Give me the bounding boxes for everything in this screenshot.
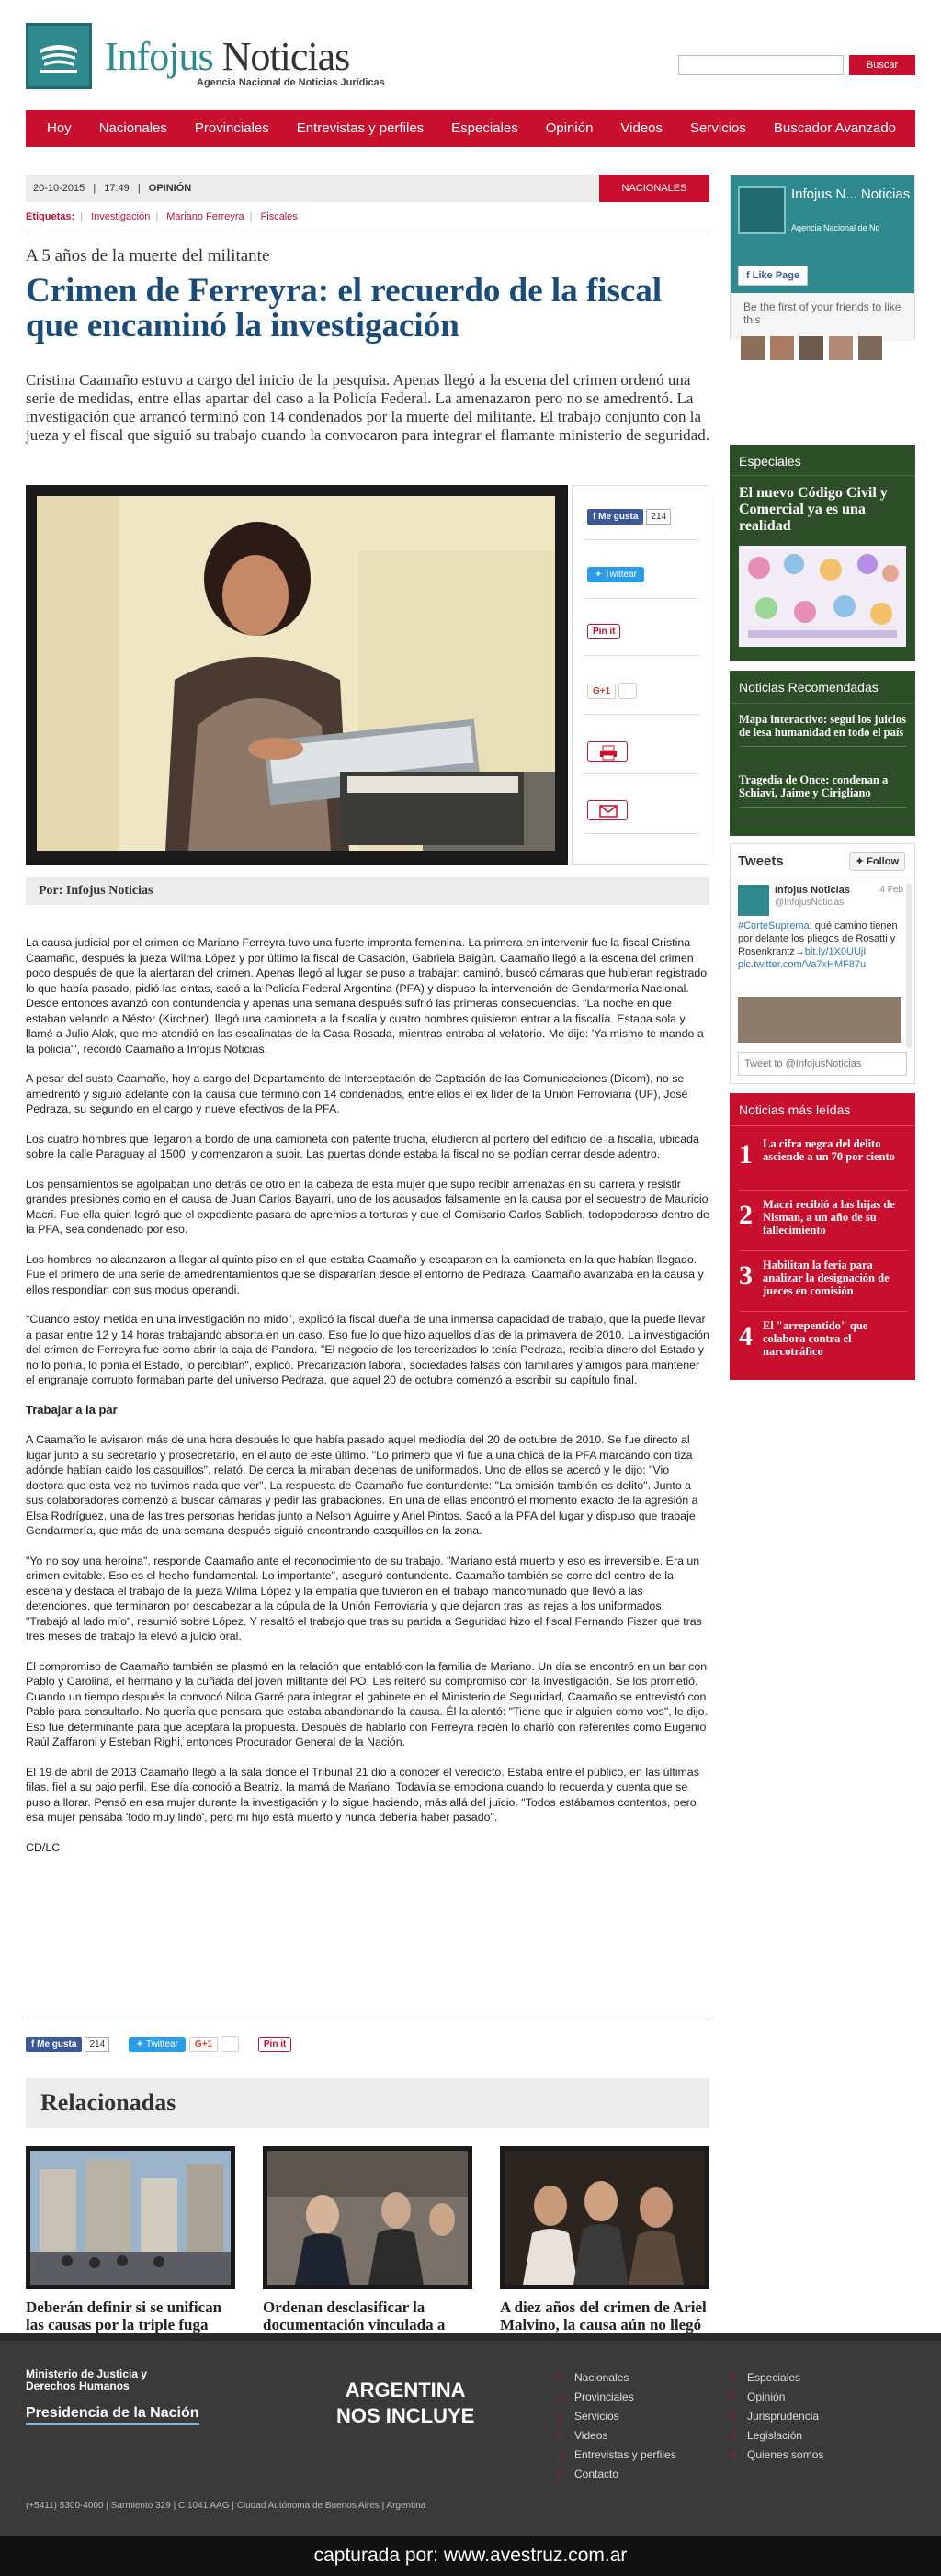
article-paragraph: El compromiso de Caamaño también se plasmó en la relación que entabló con la familia de Mariano. Un día se encontró en un bar con Pablo y Carolina, el hermano y la cuñada del joven militante del PO. Les reiteró su compromiso con la investigación. Se los prometió. Cuando un tiempo después la convocó Nilda Garré para integrar el gabinete en el Ministerio de Seguridad, Caamaño se entrevistó con Pablo para consultarlo. No quería que pensara que estaba abandonando la causa. Él la alentó: "Tiene que ir alguien como vos", le dijo. Eso fue determinante para que aceptara la propuesta. Después de hablarlo con Ferreyra recién lo charló con referentes como Eugenio Raúl Zaffaroni y Esteban Righi, entonces Procurador General de la Nación.	[26, 1659, 708, 1748]
facebook-icon: f	[31, 2039, 38, 2050]
tweets-title: Tweets	[738, 853, 784, 869]
avatar[interactable]	[738, 885, 769, 916]
related-item[interactable]	[26, 2146, 235, 2333]
nav-item-buscador[interactable]: Buscador Avanzado	[773, 120, 897, 136]
especiales-title: Especiales	[730, 445, 915, 476]
pin-it-button[interactable]: Pin it	[258, 2037, 291, 2052]
logo-tagline: Agencia Nacional de Noticias Jurídicas	[197, 77, 385, 88]
facebook-like-widget[interactable]	[587, 509, 671, 527]
most-read-item-title[interactable]: Macri recibió a las hijas de Nisman, a un año de su fallecimiento	[763, 1198, 895, 1237]
article-photo	[37, 496, 555, 851]
google-plus-widget[interactable]	[587, 683, 637, 701]
facebook-page-sub: Agencia Nacional de No	[791, 223, 880, 232]
footer-address: (+5411) 5300-4000 | Sarmiento 329 | C 1041 AAG | Ciudad Autónoma de Buenos Aires | Argentina	[26, 2501, 426, 2511]
tags-row: Etiquetas: | Investigación | Mariano Ferreyra | Fiscales	[26, 211, 298, 222]
divider	[584, 539, 699, 540]
most-read-item[interactable]	[739, 1135, 908, 1191]
twitter-widget[interactable]	[587, 567, 644, 585]
most-read-item[interactable]	[739, 1196, 908, 1251]
especiales-box	[730, 445, 915, 661]
article-category: OPINIÓN	[148, 183, 192, 194]
print-button[interactable]	[587, 741, 628, 762]
tweet-text: #CorteSuprema: qué camino tienen por delante los pliegos de Rosatti y Rosenkrantz→bit.ly/1X0UUjI pic.twitter.com/Va7xHMF87u	[738, 921, 898, 970]
twitter-widget[interactable]	[129, 2039, 239, 2050]
twitter-bird-icon: ✦	[855, 856, 867, 867]
footer-link[interactable]: ⁝⁝ Nacionales	[557, 2368, 722, 2388]
nav-item-nacionales[interactable]: Nacionales	[98, 120, 167, 136]
google-plus-button[interactable]: G+1	[189, 2037, 218, 2052]
envelope-icon	[588, 801, 629, 821]
footer-links-col1	[557, 2368, 722, 2484]
nav-item-hoy[interactable]: Hoy	[47, 120, 72, 136]
google-plus-count	[221, 2036, 239, 2052]
slogan: ARGENTINA NOS INCLUYE	[336, 2378, 475, 2427]
facebook-like-count: 214	[646, 509, 671, 525]
nav-item-servicios[interactable]: Servicios	[690, 120, 746, 136]
google-plus-button[interactable]: G+1	[587, 684, 616, 699]
tag-link[interactable]: Fiscales	[260, 211, 298, 222]
page-logo-icon[interactable]	[738, 186, 786, 234]
article-paragraph: "Yo no soy una heroína", responde Caamaño ante el reconocimiento de su trabajo. "Mariano está muerto y eso es irreversible. Era un crimen evitable. Eso es el hecho fundamental. Lo importante", aseguró contundente. Caamaño también se corre del centro de la escena y destaca el trabajo de la jueza Wilma López y la empatía que tuvieron en el trabajo mancomunado que llevó a las detenciones, que terminaron por descabezar a la cúpula de la Unión Ferroviaria y que dejaron tras las rejas a los uniformados. "Trabajó al lado mío", resumió sobre López. Y resaltó el trabajo que tras su partida a Seguridad hizo el fiscal Fernando Fiszer que tras tres meses de trabajo la elevó a juicio oral.	[26, 1554, 702, 1643]
tweet-date[interactable]: 4 Feb	[879, 885, 903, 895]
recommended-item[interactable]: Tragedia de Once: condenan a Schiavi, Jaime y Cirigliano	[739, 774, 906, 808]
footer-link[interactable]: ⁝⁝ Legislación	[730, 2426, 895, 2446]
related-thumbnail[interactable]	[263, 2146, 472, 2289]
related-thumbnail[interactable]	[500, 2146, 709, 2289]
most-read-title: Noticias más leídas	[730, 1093, 915, 1126]
printer-icon	[588, 742, 629, 763]
article-subhead: Trabajar a la par	[26, 1402, 118, 1417]
footer-link[interactable]: ⁝⁝ Especiales	[730, 2368, 895, 2388]
search-button[interactable]: Buscar	[849, 55, 915, 75]
twitter-bird-icon: ✦	[595, 570, 605, 580]
footer-link[interactable]: ⁝⁝ Entrevistas y perfiles	[557, 2446, 722, 2465]
article-paragraph: "Cuando estoy metida en una investigación no mido", explicó la fiscal dueña de una inmensa capacidad de trabajo, que la puede llevar a pasar entre 12 y 14 horas trabajando absorta en un caso. Eso fue lo que hizo aquellos días de la primavera de 2010. La investigación del crimen de Ferreyra fue como abrir la caja de Pandora. "El negocio de los tercerizados lo tenía Pedraza, recibía dinero del Estado y no lo ponía, lo ponía el Estado, lo percibían", explicó. Precarización laboral, sociedades falsas con familiares y amigos para mantener el engranaje corrupto formaban parte del universo Pedraza, que aquel 20 de octubre comenzó a escribir su capítulo final.	[26, 1313, 709, 1386]
related-header	[26, 2078, 709, 2128]
related-thumbnail[interactable]	[26, 2146, 235, 2289]
facebook-page-cover[interactable]	[731, 175, 914, 293]
article-paragraph: Los hombres no alcanzaron a llegar al quinto piso en el que estaba Caamaño y escaparon en la camioneta en la que habían llegado. Fue el primero de una serie de amedrentamientos que se dispararían desde el entorno de Pedraza. Caamaño avanzaba en la causa y ellos respondían con sus modus operandi.	[26, 1252, 704, 1296]
tweet-author-name[interactable]: Infojus Noticias	[775, 885, 850, 896]
most-read-item-title[interactable]: La cifra negra del delito asciende a un 70 por ciento	[763, 1137, 895, 1163]
related-item-title[interactable]: Ordenan desclasificar la documentación vinculada a	[263, 2299, 446, 2333]
most-read-item-title[interactable]: El "arrepentido" que colabora contra el narcotráfico	[763, 1319, 868, 1358]
ministry-name[interactable]: Ministerio de Justicia y Derechos Humanos	[26, 2367, 148, 2392]
article-date: 20-10-2015	[33, 183, 85, 194]
related-item[interactable]	[263, 2146, 472, 2351]
pin-it-button[interactable]: Pin it	[587, 624, 620, 639]
facebook-page-widget	[730, 175, 915, 340]
email-button[interactable]	[587, 800, 628, 820]
related-title: Relacionadas	[40, 2089, 176, 2116]
capture-credit: capturada por: www.avestruz.com.ar	[0, 2536, 941, 2576]
avatar[interactable]	[858, 336, 882, 360]
most-read-item-title[interactable]: Habilitan la feria para analizar la designación de jueces en comisión	[763, 1259, 890, 1297]
facebook-faces	[741, 336, 926, 360]
related-item[interactable]	[500, 2146, 709, 2351]
divider	[584, 655, 699, 656]
tags-label: Etiquetas:	[26, 211, 75, 222]
main-nav	[26, 110, 915, 147]
most-read-rank: 2	[739, 1200, 753, 1230]
twitter-timeline	[730, 843, 915, 1084]
share-column	[572, 485, 709, 865]
search-input[interactable]	[678, 55, 844, 75]
presidency-name[interactable]: Presidencia de la Nación	[26, 2405, 199, 2425]
article-headline: Crimen de Ferreyra: el recuerdo de la fiscal que encaminó la investigación	[26, 272, 663, 345]
especiales-item-title[interactable]: El nuevo Código Civil y Comercial ya es una realidad	[739, 485, 888, 534]
footer-link[interactable]: ⁝⁝ Opinión	[730, 2388, 895, 2407]
facebook-friends-text: Be the first of your friends to like this	[731, 293, 914, 341]
footer-link[interactable]: ⁝⁝ Videos	[557, 2426, 722, 2446]
tag-link[interactable]: Investigación	[91, 211, 151, 222]
article-paragraph: Los pensamientos se agolpaban uno detrás de otro en la cabeza de esta mujer que supo recibir amenazas en su carrera y resistir grandes presiones como en el causa de Juan Carlos Bayarri, uno de los acusados falsamente en la causa por el secuestro de Mauricio Macri. Fue ella quien logró que el expediente pasara de apremios a torturas y que el Comisario Carlos Sablich, todopoderoso dentro de la PFA, sea condenado por eso.	[26, 1177, 709, 1236]
twitter-follow-button[interactable]: ✦ Follow	[849, 852, 905, 871]
article-byline: Por: Infojus Noticias	[26, 877, 709, 905]
most-read-box	[730, 1093, 915, 1380]
footer-link[interactable]: ⁝⁝ Provinciales	[557, 2388, 722, 2407]
hashtag-link[interactable]: #CorteSuprema	[738, 921, 810, 932]
article-paragraph: Los cuatro hombres que llegaron a bordo de una camioneta con patente trucha, eludieron al portero del edificio de la fiscalía, ubicada sobre la calle Paraguay al 1500, y comenzaron a subir. Las puertas donde estaba la fiscal no se podían cerrar desde adentro.	[26, 1132, 699, 1160]
divider	[584, 773, 699, 774]
article-body	[26, 935, 709, 1870]
print-widget[interactable]	[587, 741, 628, 760]
facebook-like-page-button[interactable]: f Like Page	[738, 266, 808, 286]
facebook-icon: f	[746, 270, 753, 281]
nav-item-entrevistas[interactable]: Entrevistas y perfiles	[296, 120, 425, 136]
footer-link[interactable]: ⁝⁝ Quienes somos	[730, 2446, 895, 2465]
most-read-rank: 1	[739, 1139, 753, 1169]
tweet-to-input[interactable]: Tweet to @InfojusNoticias	[738, 1052, 907, 1076]
related-item-title[interactable]: A diez años del crimen de Ariel Malvino, la causa aún no llegó	[500, 2299, 707, 2333]
footer-link[interactable]: ⁝⁝ Servicios	[557, 2407, 722, 2426]
nav-item-opinion[interactable]: Opinión	[545, 120, 594, 136]
site-footer	[0, 2341, 941, 2536]
article-kicker: A 5 años de la muerte del militante	[26, 246, 270, 266]
article-lead: Cristina Caamaño estuvo a cargo del inicio de la pesquisa. Apenas llegó a la escena del crimen ordenó una serie de medidas, entre ellas apartar del caso a la Policía Federal. La amenazaron pero no se amedrentó. La investigación que arrancó terminó con 14 condenados por la muerte del militante. El trabajo conjunto con la jueza y el fiscal que siguió su trabajo cuando la convocaron para integrar el flamante ministerio de seguridad.	[26, 371, 709, 444]
article-paragraph: A Caamaño le avisaron más de una hora después lo que había pasado aquel mediodía del 20 de octubre de 2010. Se fue directo al lugar junto a su secretario y prosecretario, en el auto de este último. "Lo primero que vi fue a una chica de la PFA marcando con tiza adónde habían caído los casquillos", relató. De cerca la miraban decenas de uniformados. Uno de ellos se acercó y le dijo: "Vio doctora que esta vez no tuvimos nada que ver". La respuesta de Caamaño fue contundente: "La omisión también es delito". Junto a sus colaboradores comenzó a buscar cámaras y pedir las grabaciones. En una de ellas encontró el momento exacto de la agresión a Elsa Rodríguez, una de las tres personas heridas junto a Nelson Aguirre y Ariel Pintos. Sacó a la PFA del lugar y dispuso que trabaje Gendarmería, que más de una semana después siguió encontrando casquillos en la zona.	[26, 1433, 698, 1537]
avatar[interactable]	[829, 336, 853, 360]
avatar[interactable]	[770, 336, 794, 360]
nav-item-provinciales[interactable]: Provinciales	[194, 120, 269, 136]
divider	[584, 598, 699, 599]
footer-edge	[0, 2333, 941, 2341]
timeline-scrollbar[interactable]	[906, 883, 912, 1048]
article-paragraph: A pesar del susto Caamaño, hoy a cargo del Departamento de Interceptación de Captación de las Comunicaciones (Dicom), no se amedrentó y siguió adelante con la causa que terminó con 14 condenados, entre ellos el ex líder de la Unión Ferroviaria (UF), José Pedraza, su segundo en el cargo y nueve efectivos de la PFA.	[26, 1072, 688, 1115]
facebook-like-count: 214	[85, 2037, 109, 2052]
recommended-title: Noticias Recomendadas	[730, 671, 915, 704]
most-read-item[interactable]	[739, 1317, 908, 1373]
footer-link[interactable]: ⁝⁝ Jurisprudencia	[730, 2407, 895, 2426]
site-header	[26, 18, 915, 96]
divider	[584, 833, 699, 834]
footer-links-col2	[730, 2368, 895, 2465]
tweet-button[interactable]: ✦ Twittear	[129, 2037, 186, 2052]
avatar[interactable]	[799, 336, 823, 360]
article-signature: CD/LC	[26, 1840, 61, 1854]
logo-book-icon[interactable]	[26, 23, 92, 89]
nav-item-especiales[interactable]: Especiales	[451, 120, 518, 136]
tweet-image[interactable]	[738, 997, 901, 1043]
article-paragraph: El 19 de abril de 2013 Caamaño llegó a la sala donde el Tribunal 21 dio a conocer el veredicto. Estaba entre el público, en las últimas filas, fiel a su bajo perfil. Ese día conoció a Beatriz, la mamá de Mariano. Todavía se emociona cuando lo recuerda y cuenta que se puso a llorar. Pensó en esa mujer durante la investigación y lo sigue haciendo, más allá del juicio. "Todos estábamos contentos, pero esa mujer pensaba 'todo muy lindo', pero mi hijo está muerto y nunca debería haber pasado".	[26, 1765, 699, 1824]
section-badge[interactable]: NACIONALES	[599, 175, 709, 202]
logo-wordmark[interactable]: Infojus Noticias	[105, 34, 350, 79]
related-item-title[interactable]: Deberán definir si se unifican las causas por la triple fuga	[26, 2299, 222, 2333]
pinterest-widget[interactable]	[587, 624, 620, 642]
article-paragraph: La causa judicial por el crimen de Mariano Ferreyra tuvo una fuerte impronta femenina. La primera en intervenir fue la fiscal Cristina Caamaño, después la jueza Wilma López y por último la fiscal de Casación, Gabriela Baigún. Caamaño llegó a la escena del crimen poco después de que la alertaran del crimen. Apenas llegó al lugar se puso a trabajar: caminó, buscó cámaras que hubieran registrado lo que había pasado, pidió las cintas, sacó a la Policía Federal Argentina (PFA) y dispuso la intervención de Gendarmería Nacional. Desde entonces avanzó con contundencia y apenas una semana después sufrió las primeras consecuencias. "La noche en que estaban velando a Néstor (Kirchner), llegó una camioneta a la fiscalía y cuatro hombres quisieron entrar a la fiscalía. Estaba sola y llamé a Julio Alak, que me atendió en las escalinatas de la Casa Rosada, mientras entraba al velatorio. Me dijo: 'Ya mismo te mando a la policía'", recordó Caamaño a Infojus Noticias.	[26, 936, 708, 1056]
facebook-like-button[interactable]: f Me gusta	[26, 2037, 82, 2052]
tag-link[interactable]: Mariano Ferreyra	[166, 211, 244, 222]
twitter-bird-icon: ✦	[135, 2039, 146, 2050]
facebook-like-button[interactable]: f Me gusta	[587, 509, 643, 525]
article-meta-bar: 20-10-2015 | 17:49 | OPINIÓN NACIONALES	[26, 175, 709, 202]
facebook-icon: f	[593, 512, 599, 522]
recommended-item[interactable]: Mapa interactivo: seguí los juicios de lesa humanidad en todo el país	[739, 713, 906, 747]
especiales-item-image[interactable]	[739, 546, 906, 647]
avatar[interactable]	[741, 336, 765, 360]
tweet-link[interactable]: bit.ly/1X0UUjI pic.twitter.com/Va7xHMF87u	[738, 946, 867, 970]
email-widget[interactable]	[587, 800, 628, 819]
footer-link[interactable]: ⁝⁝ Contacto	[557, 2465, 722, 2484]
facebook-like-widget[interactable]	[26, 2039, 109, 2050]
recommended-box	[730, 671, 915, 836]
facebook-page-name[interactable]: Infojus N... Noticias	[791, 186, 911, 202]
nav-item-videos[interactable]: Videos	[620, 120, 663, 136]
tweet-button[interactable]: ✦ Twittear	[587, 567, 644, 582]
article-photo-frame	[26, 485, 568, 865]
bottom-share-bar	[26, 2036, 308, 2052]
google-plus-count	[618, 683, 637, 699]
most-read-item[interactable]	[739, 1257, 908, 1312]
tweet-author-handle[interactable]: @InfojusNoticias	[775, 898, 845, 908]
most-read-rank: 4	[739, 1321, 753, 1351]
divider	[584, 714, 699, 715]
article-time: 17:49	[104, 183, 130, 194]
most-read-rank: 3	[739, 1260, 753, 1291]
